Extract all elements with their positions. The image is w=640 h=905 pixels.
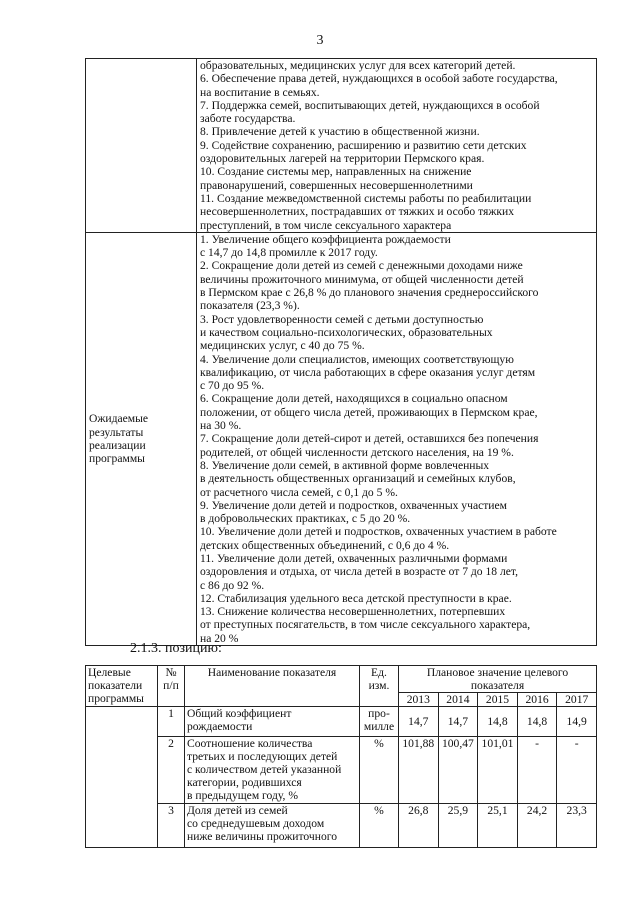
year-header: 2014 — [438, 693, 478, 707]
value-cell: 101,88 — [399, 737, 439, 804]
text-line: 10. Создание системы мер, направленных на снижение — [200, 165, 472, 179]
header-line: Плановое значение целевого — [426, 666, 569, 679]
year-header: 2015 — [478, 693, 518, 707]
name-line: рождаемости — [187, 720, 253, 733]
value-cell: 24,2 — [517, 804, 557, 848]
text-line: 2. Сокращение доли детей из семей с денежными доходами ниже — [200, 259, 523, 273]
value-cell: - — [517, 737, 557, 804]
text-line: 9. Увеличение доли детей и подростков, охваченных участием — [200, 498, 507, 512]
text-line: от расчетного числа семей, с 0,1 до 5 %. — [200, 485, 398, 499]
expected-results-label-cell — [86, 232, 197, 645]
table-row — [86, 804, 597, 848]
year-header: 2016 — [517, 693, 557, 707]
text-line: величины прожиточного минимума, от общей численности детей — [200, 272, 524, 286]
label-line: Ожидаемые — [89, 412, 149, 426]
label-line: программы — [88, 692, 144, 705]
text-line: 6. Обеспечение права детей, нуждающихся в особой заботе государства, — [200, 72, 558, 86]
unit-line: % — [374, 737, 384, 750]
label-line: результаты — [89, 425, 144, 439]
text-line: показателя (23,3 %). — [200, 299, 300, 313]
text-line: правонарушений, совершенных несовершеннолетними — [200, 178, 473, 192]
name-line: третьих и последующих детей — [187, 750, 338, 763]
number-header — [158, 666, 185, 707]
text-line: 4. Увеличение доли специалистов, имеющих соответствующую — [200, 352, 514, 366]
indicator-unit — [360, 737, 399, 804]
section-heading: 2.1.3. позицию: — [130, 641, 222, 656]
value-cell: 14,9 — [557, 707, 597, 737]
text-line: 10. Увеличение доли детей и подростков, охваченных участием в работе — [200, 525, 557, 539]
text-line: 11. Создание межведомственной системы работы по реабилитации — [200, 191, 532, 205]
indicator-name-header: Наименование показателя — [185, 666, 360, 707]
text-line: 6. Сокращение доли детей, находящихся в социально опасном — [200, 392, 508, 406]
name-line: со среднедушевым доходом — [187, 817, 325, 830]
text-line: на 20 % — [200, 631, 239, 645]
text-line: 3. Рост удовлетворенности семей с детьми доступностью — [200, 312, 484, 326]
value-cell: 100,47 — [438, 737, 478, 804]
value-cell: 14,7 — [399, 707, 439, 737]
text-line: в деятельность общественных организаций и семейных клубов, — [200, 472, 516, 486]
row-number: 3 — [158, 804, 185, 848]
indicator-name — [185, 804, 360, 848]
text-line: образовательных, медицинских услуг для всех категорий детей. — [200, 59, 516, 72]
text-line: детских общественных объединений, с 0,6 до 4 %. — [200, 538, 450, 552]
program-passport-table — [85, 58, 597, 646]
value-cell: 26,8 — [399, 804, 439, 848]
text-line: с 14,7 до 14,8 промилле к 2017 году. — [200, 246, 378, 260]
value-cell: 14,7 — [438, 707, 478, 737]
label-spacer-cell — [86, 707, 158, 848]
text-line: 13. Снижение количества несовершеннолетних, потерпевших — [200, 605, 506, 619]
header-line: показателя — [470, 679, 525, 692]
row-number: 2 — [158, 737, 185, 804]
expected-results-row — [86, 232, 597, 645]
indicator-name — [185, 737, 360, 804]
label-line: реализации — [89, 438, 146, 452]
value-cell: 25,9 — [438, 804, 478, 848]
name-line: Соотношение количества — [187, 737, 313, 750]
year-header: 2017 — [557, 693, 597, 707]
text-line: на 30 %. — [200, 419, 242, 433]
value-cell: 101,01 — [478, 737, 518, 804]
plan-value-header — [399, 666, 597, 693]
indicator-name — [185, 707, 360, 737]
header-line: изм. — [368, 679, 390, 692]
unit-line: % — [374, 804, 384, 817]
value-cell: 14,8 — [478, 707, 518, 737]
unit-line: про- — [368, 707, 390, 720]
text-line: в Пермском крае с 26,8 % до планового значения среднероссийского — [200, 286, 539, 300]
text-line: родителей, от общей численности детского населения, на 19 %. — [200, 445, 514, 459]
name-line: в предыдущем году, % — [187, 789, 298, 802]
text-line: 11. Увеличение доли детей, охваченных различными формами — [200, 551, 508, 565]
text-line: с 70 до 95 %. — [200, 379, 265, 393]
text-line: 1. Увеличение общего коэффициента рождаемости — [200, 232, 451, 246]
year-header: 2013 — [399, 693, 439, 707]
tasks-content-cell — [197, 59, 597, 233]
name-line: с количеством детей указанной — [187, 763, 342, 776]
text-line: оздоровления и отдыха, от числа детей в возрасте от 7 до 18 лет, — [200, 565, 519, 579]
header-row — [86, 666, 597, 693]
header-line: Ед. — [371, 666, 387, 679]
text-line: 7. Поддержка семей, воспитывающих детей, нуждающихся в особой — [200, 98, 540, 112]
table-row — [86, 737, 597, 804]
name-line: категории, родившихся — [187, 776, 302, 789]
target-indicators-label-cell — [86, 666, 158, 707]
text-line: преступлений, в том числе сексуального характера — [200, 218, 452, 232]
page-number: 3 — [316, 33, 324, 48]
unit-header — [360, 666, 399, 707]
label-line: показатели — [88, 679, 143, 692]
text-line: и качеством социально-психологических, образовательных — [200, 325, 493, 339]
target-indicators-table — [85, 665, 597, 848]
table-row — [86, 707, 597, 737]
row-number: 1 — [158, 707, 185, 737]
expected-results-content-cell — [197, 232, 597, 645]
name-line: Доля детей из семей — [187, 804, 288, 817]
text-line: 9. Содействие сохранению, расширению и развитию сети детских — [200, 138, 527, 152]
text-line: квалификацию, от числа работающих в сфере оказания услуг детям — [200, 365, 536, 379]
header-line: № — [165, 666, 177, 679]
text-line: заботе государства. — [200, 112, 296, 126]
name-line: ниже величины прожиточного — [187, 830, 338, 843]
text-line: на воспитание в семьях. — [200, 85, 320, 99]
label-line: Целевые — [88, 666, 131, 679]
text-line: с 86 до 92 %. — [200, 578, 265, 592]
unit-line: милле — [363, 720, 395, 733]
text-line: оздоровительных лагерей на территории Пермского края. — [200, 152, 485, 166]
value-cell: 23,3 — [557, 804, 597, 848]
value-cell: 25,1 — [478, 804, 518, 848]
value-cell: 14,8 — [517, 707, 557, 737]
text-line: в добровольческих практиках, с 5 до 20 %. — [200, 512, 411, 526]
indicator-unit — [360, 707, 399, 737]
text-line: 8. Увеличение доли семей, в активной форме вовлеченных — [200, 458, 490, 472]
label-line: программы — [89, 452, 145, 466]
tasks-row — [86, 59, 597, 233]
text-line: 7. Сокращение доли детей-сирот и детей, оставшихся без попечения — [200, 432, 539, 446]
value-cell: - — [557, 737, 597, 804]
text-line: медицинских услуг, с 40 до 75 %. — [200, 339, 365, 353]
tasks-label-cell — [86, 59, 197, 233]
text-line: от преступных посягательств, в том числе сексуального характера, — [200, 618, 531, 632]
name-line: Общий коэффициент — [187, 707, 292, 720]
indicator-unit — [360, 804, 399, 848]
text-line: 8. Привлечение детей к участию в общественной жизни. — [200, 125, 480, 139]
text-line: положении, от общего числа детей, проживающих в Пермском крае, — [200, 405, 538, 419]
text-line: 12. Стабилизация удельного веса детской преступности в крае. — [200, 591, 512, 605]
header-line: п/п — [163, 679, 179, 692]
text-line: несовершеннолетних, пострадавших от тяжких и особо тяжких — [200, 205, 515, 219]
